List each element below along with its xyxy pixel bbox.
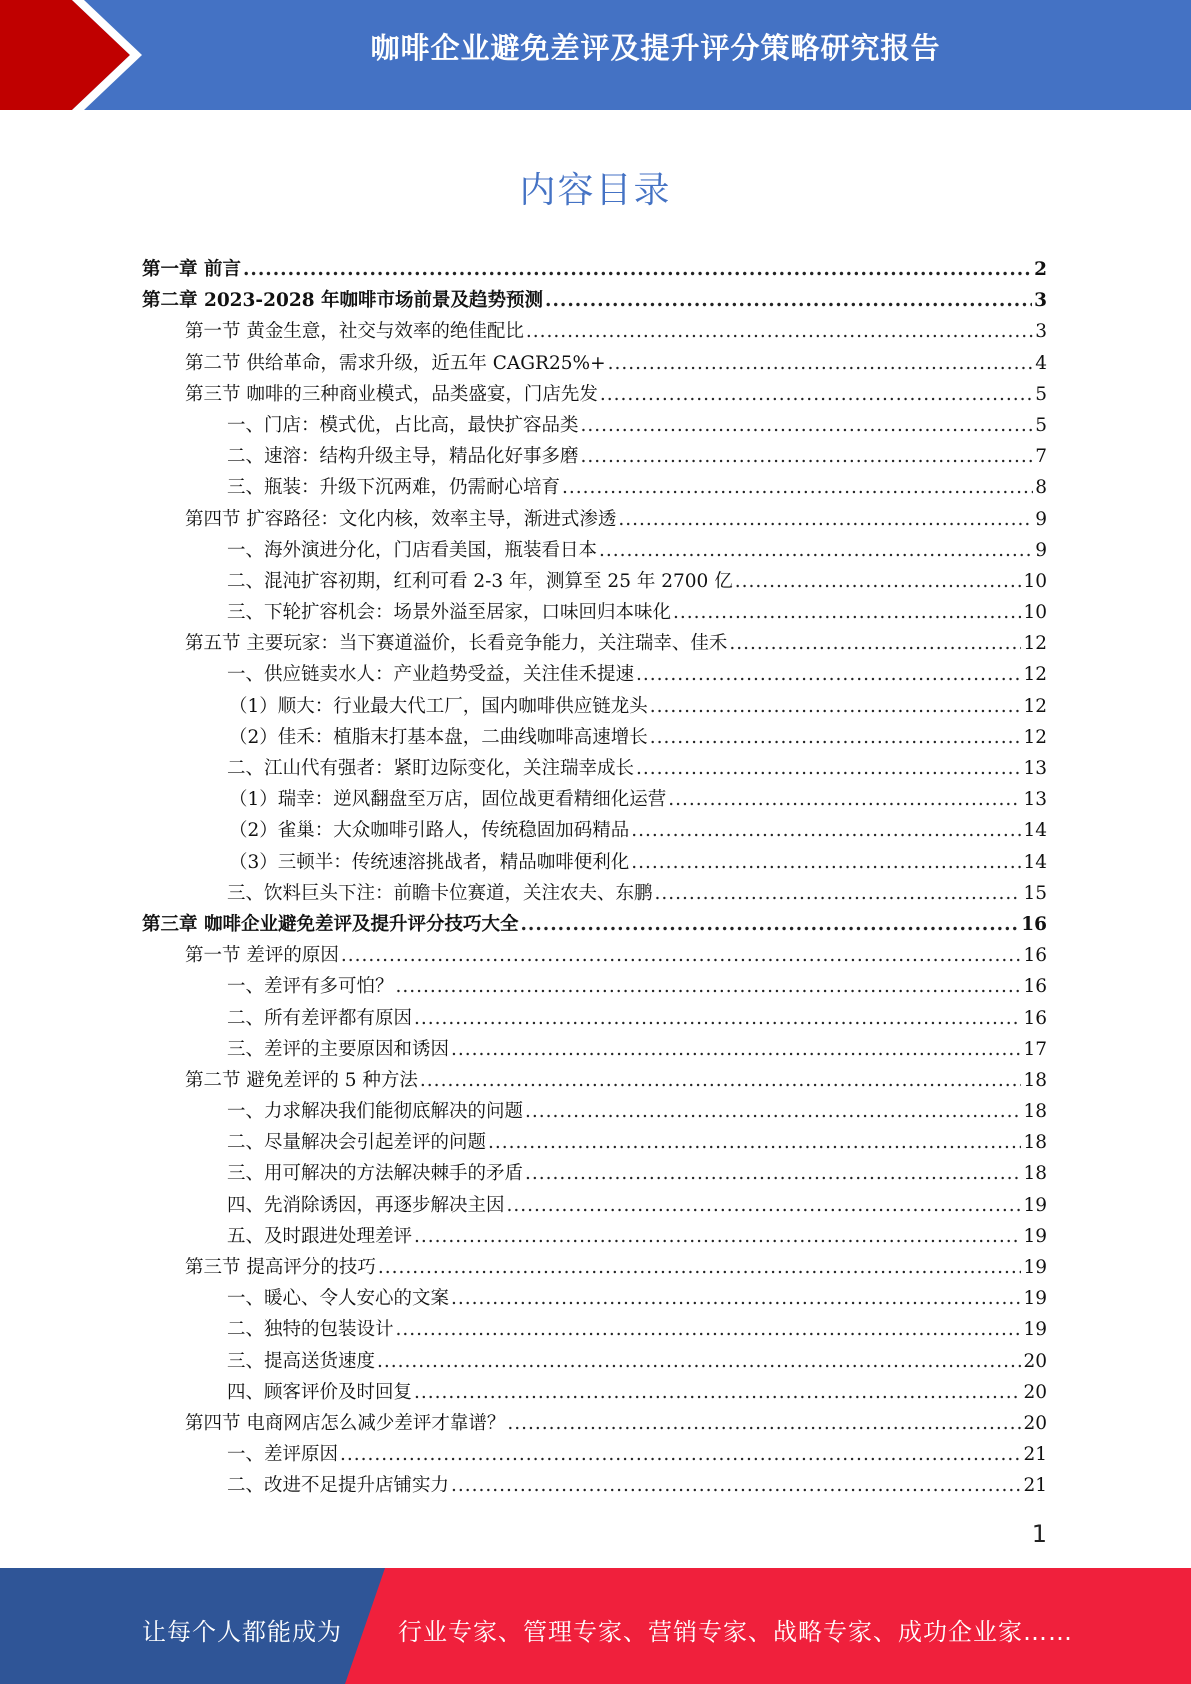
toc-leader-dots: [414, 1226, 1021, 1247]
toc-leader-dots: [618, 509, 1033, 530]
toc-leader-dots: [525, 1101, 1021, 1122]
toc-entry-title: （2）佳禾：植脂末打基本盘，二曲线咖啡高速增长: [229, 726, 648, 748]
toc-entry-page: 12: [1023, 633, 1047, 655]
toc-entry-page: 5: [1035, 383, 1047, 405]
toc-entry-title: 二、速溶：结构升级主导，精品化好事多磨: [227, 446, 579, 468]
toc-entry-title: 三、用可解决的方法解决棘手的矛盾: [227, 1163, 524, 1185]
toc-entry[interactable]: [142, 411, 1047, 442]
toc-entry-page: 14: [1023, 851, 1047, 873]
toc-leader-dots: [520, 914, 1019, 935]
toc-entry-page: 9: [1035, 508, 1047, 530]
toc-leader-dots: [562, 477, 1033, 498]
toc-leader-dots: [526, 321, 1033, 342]
toc-entry-title: （1）顺大：行业最大代工厂，国内咖啡供应链龙头: [229, 695, 648, 717]
toc-entry[interactable]: [142, 473, 1047, 504]
toc-leader-dots: [729, 633, 1021, 654]
toc-entry[interactable]: [142, 692, 1047, 723]
toc-leader-dots: [488, 1132, 1021, 1153]
toc-entry-title: 第一节 黄金生意，社交与效率的绝佳配比: [185, 321, 524, 343]
toc-entry-page: 14: [1023, 820, 1047, 842]
toc-entry[interactable]: [142, 785, 1047, 816]
toc-heading: 内容目录: [519, 170, 672, 211]
toc-entry-title: 第二章 2023-2028 年咖啡市场前景及趋势预测: [142, 290, 544, 312]
toc-leader-dots: [420, 1070, 1022, 1091]
toc-entry[interactable]: [142, 1159, 1047, 1190]
toc-entry-page: 18: [1023, 1132, 1047, 1154]
toc-entry-page: 12: [1023, 726, 1047, 748]
toc-entry-page: 15: [1023, 882, 1047, 904]
toc-entry-page: 16: [1023, 976, 1047, 998]
toc-entry-title: 二、混沌扩容初期，红利可看 2-3 年，测算至 25 年 2700 亿: [227, 570, 733, 592]
toc-leader-dots: [650, 696, 1022, 717]
toc-entry-page: 16: [1023, 945, 1047, 967]
toc-entry-title: 二、尽量解决会引起差评的问题: [227, 1132, 487, 1154]
toc-entry-title: 一、差评有多可怕？: [227, 976, 394, 998]
toc-entry-title: 三、下轮扩容机会：场景外溢至居家，口味回归本味化: [227, 602, 672, 624]
toc-entry-page: 20: [1023, 1381, 1047, 1403]
toc-leader-dots: [600, 384, 1033, 405]
toc-entry-title: 三、差评的主要原因和诱因: [227, 1038, 450, 1060]
toc-leader-dots: [545, 290, 1032, 311]
toc-entry[interactable]: [142, 442, 1047, 473]
toc-entry[interactable]: [142, 1253, 1047, 1284]
toc-leader-dots: [636, 758, 1021, 779]
toc-entry-page: 20: [1023, 1412, 1047, 1434]
toc-leader-dots: [631, 852, 1021, 873]
toc-entry-page: 18: [1023, 1101, 1047, 1123]
toc-entry-page: 13: [1023, 789, 1047, 811]
toc-entry[interactable]: [142, 754, 1047, 785]
toc-leader-dots: [668, 789, 1021, 810]
toc-entry[interactable]: [142, 1378, 1047, 1409]
toc-entry-title: 一、差评原因: [227, 1444, 339, 1466]
toc-entry[interactable]: [142, 567, 1047, 598]
toc-entry[interactable]: [142, 380, 1047, 411]
toc-entry-page: 8: [1035, 477, 1047, 499]
toc-leader-dots: [396, 1319, 1022, 1340]
toc-entry[interactable]: [142, 1004, 1047, 1035]
toc-entry-page: 10: [1023, 570, 1047, 592]
toc-leader-dots: [631, 820, 1021, 841]
toc-entry[interactable]: [142, 1191, 1047, 1222]
toc-entry[interactable]: [142, 1222, 1047, 1253]
toc-leader-dots: [581, 415, 1033, 436]
toc-entry-page: 19: [1023, 1288, 1047, 1310]
toc-entry[interactable]: [142, 1347, 1047, 1378]
toc-entry-page: 4: [1035, 352, 1047, 374]
toc-entry[interactable]: [142, 1440, 1047, 1471]
toc-entry[interactable]: [142, 910, 1047, 941]
toc-entry[interactable]: [142, 1284, 1047, 1315]
toc-leader-dots: [636, 664, 1021, 685]
toc-entry[interactable]: [142, 255, 1047, 286]
toc-entry[interactable]: [142, 1471, 1047, 1502]
toc-entry-page: 19: [1023, 1257, 1047, 1278]
toc-leader-dots: [396, 976, 1022, 997]
toc-entry-title: 第四节 电商网店怎么减少差评才靠谱？: [185, 1412, 506, 1434]
toc-entry-page: 2: [1034, 259, 1047, 280]
toc-leader-dots: [650, 727, 1022, 748]
toc-entry-page: 9: [1035, 539, 1047, 561]
toc-entry-page: 17: [1023, 1038, 1047, 1060]
table-of-contents: [142, 255, 1047, 1503]
toc-leader-dots: [414, 1382, 1021, 1403]
toc-entry[interactable]: [142, 629, 1047, 660]
toc-entry-title: 一、海外演进分化，门店看美国，瓶装看日本: [227, 539, 598, 561]
toc-entry-page: 12: [1023, 695, 1047, 717]
toc-entry-page: 10: [1023, 602, 1047, 624]
toc-entry[interactable]: [142, 505, 1047, 536]
toc-leader-dots: [608, 353, 1033, 374]
header-chevron-icon: [0, 0, 160, 110]
toc-entry-title: 二、改进不足提升店铺实力: [227, 1475, 450, 1497]
toc-entry-title: 四、先消除诱因，再逐步解决主因: [227, 1194, 505, 1216]
toc-entry-title: 第三节 咖啡的三种商业模式，品类盛宴，门店先发: [185, 383, 598, 405]
toc-entry-page: 12: [1023, 664, 1047, 686]
toc-leader-dots: [378, 1257, 1022, 1278]
toc-entry-page: 3: [1035, 321, 1047, 343]
toc-entry[interactable]: [142, 879, 1047, 910]
toc-entry[interactable]: [142, 349, 1047, 380]
toc-leader-dots: [341, 945, 1022, 966]
toc-entry-title: 一、暖心、令人安心的文案: [227, 1288, 450, 1310]
toc-entry[interactable]: [142, 536, 1047, 567]
toc-entry-page: 19: [1023, 1319, 1047, 1341]
toc-entry[interactable]: [142, 848, 1047, 879]
toc-entry-page: 18: [1023, 1069, 1047, 1091]
toc-entry-title: 第三节 提高评分的技巧: [185, 1257, 376, 1278]
toc-entry[interactable]: [142, 317, 1047, 348]
toc-entry-title: 一、力求解决我们能彻底解决的问题: [227, 1101, 524, 1123]
report-title: 咖啡企业避免差评及提升评分策略研究报告: [370, 31, 941, 65]
footer-slogan-left: 让每个人都能成为: [142, 1618, 342, 1646]
toc-entry[interactable]: [142, 1128, 1047, 1159]
toc-entry[interactable]: [142, 816, 1047, 847]
toc-entry-page: 19: [1023, 1225, 1047, 1247]
toc-leader-dots: [507, 1195, 1022, 1216]
toc-entry-title: 五、及时跟进处理差评: [227, 1225, 413, 1247]
toc-entry-title: 四、顾客评价及时回复: [227, 1381, 413, 1403]
toc-entry-title: 第一节 差评的原因: [185, 945, 339, 967]
toc-entry-title: 三、提高送货速度: [227, 1350, 376, 1372]
toc-leader-dots: [655, 883, 1022, 904]
toc-entry[interactable]: [142, 286, 1047, 317]
toc-entry-title: 第五节 主要玩家：当下赛道溢价，长看竞争能力，关注瑞幸、佳禾: [185, 633, 728, 655]
toc-leader-dots: [451, 1288, 1021, 1309]
toc-entry-page: 20: [1023, 1350, 1047, 1372]
toc-leader-dots: [451, 1039, 1021, 1060]
toc-entry-title: 第三章 咖啡企业避免差评及提升评分技巧大全: [142, 913, 519, 935]
toc-entry-title: 一、供应链卖水人：产业趋势受益，关注佳禾提速: [227, 664, 635, 686]
toc-entry-title: 二、独特的包装设计: [227, 1319, 394, 1341]
toc-entry-title: （3）三顿半：传统速溶挑战者，精品咖啡便利化: [229, 851, 630, 873]
footer-slogan-right: 行业专家、管理专家、营销专家、战略专家、成功企业家……: [398, 1618, 1073, 1646]
page-footer-band: [0, 1568, 1191, 1684]
toc-entry-page: 19: [1023, 1194, 1047, 1216]
toc-entry-title: 第二节 供给革命，需求升级，近五年 CAGR25%+: [185, 352, 606, 374]
toc-entry-page: 16: [1021, 913, 1047, 935]
toc-entry[interactable]: [142, 1066, 1047, 1097]
toc-leader-dots: [673, 602, 1021, 623]
toc-entry-page: 7: [1035, 446, 1047, 468]
toc-entry[interactable]: [142, 1097, 1047, 1128]
toc-leader-dots: [243, 259, 1032, 280]
toc-entry[interactable]: [142, 941, 1047, 972]
toc-entry-page: 13: [1023, 758, 1047, 779]
toc-entry-page: 18: [1023, 1163, 1047, 1185]
toc-entry-title: （1）瑞幸：逆风翻盘至万店，固位战更看精细化运营: [229, 789, 667, 811]
toc-leader-dots: [507, 1413, 1021, 1434]
toc-entry[interactable]: [142, 660, 1047, 691]
toc-entry-page: 21: [1023, 1444, 1047, 1466]
toc-leader-dots: [735, 571, 1022, 592]
toc-leader-dots: [414, 1008, 1021, 1029]
toc-leader-dots: [451, 1475, 1021, 1496]
toc-leader-dots: [377, 1351, 1021, 1372]
page-number: 1: [1031, 1520, 1047, 1548]
toc-leader-dots: [599, 540, 1033, 561]
toc-entry-page: 5: [1035, 414, 1047, 436]
toc-entry-title: 三、饮料巨头下注：前瞻卡位赛道，关注农夫、东鹏: [227, 882, 653, 904]
toc-entry-title: 第二节 避免差评的 5 种方法: [185, 1069, 418, 1091]
toc-entry-page: 16: [1023, 1007, 1047, 1029]
toc-entry-title: 二、江山代有强者：紧盯边际变化，关注瑞幸成长: [227, 758, 635, 779]
toc-entry-title: 第四节 扩容路径：文化内核，效率主导，渐进式渗透: [185, 508, 617, 530]
toc-entry-title: （2）雀巢：大众咖啡引路人，传统稳固加码精品: [229, 820, 630, 842]
toc-entry-title: 二、所有差评都有原因: [227, 1007, 413, 1029]
toc-entry-page: 21: [1023, 1475, 1047, 1497]
toc-entry[interactable]: [142, 1315, 1047, 1346]
page-header-band: [0, 0, 1191, 110]
toc-leader-dots: [525, 1163, 1021, 1184]
toc-entry-title: 一、门店：模式优，占比高，最快扩容品类: [227, 414, 579, 436]
toc-entry[interactable]: [142, 1409, 1047, 1440]
toc-leader-dots: [340, 1444, 1021, 1465]
toc-entry-title: 第一章 前言: [142, 259, 241, 280]
toc-entry[interactable]: [142, 972, 1047, 1003]
toc-entry-page: 3: [1034, 290, 1047, 312]
toc-entry-title: 三、瓶装：升级下沉两难，仍需耐心培育: [227, 477, 561, 499]
toc-entry[interactable]: [142, 723, 1047, 754]
toc-entry[interactable]: [142, 1035, 1047, 1066]
toc-entry[interactable]: [142, 598, 1047, 629]
toc-leader-dots: [581, 446, 1033, 467]
